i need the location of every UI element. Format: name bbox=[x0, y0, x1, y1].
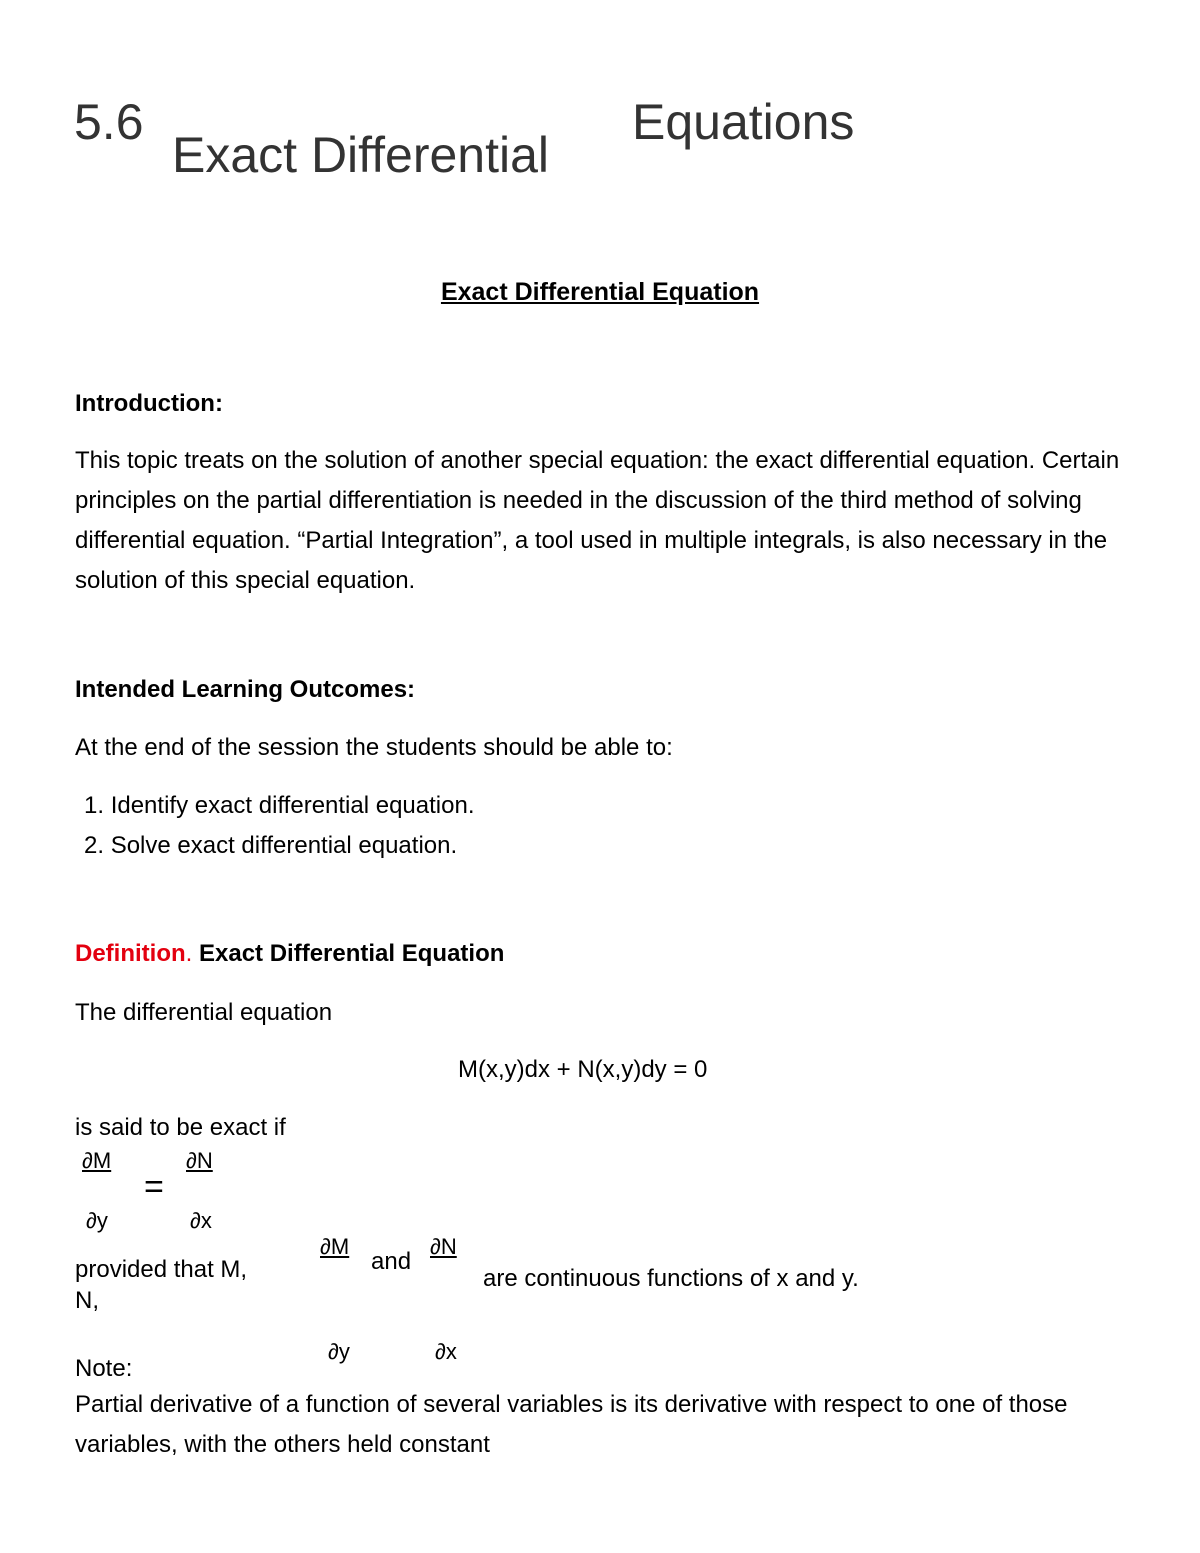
main-equation: M(x,y)dx + N(x,y)dy = 0 bbox=[458, 1056, 708, 1083]
frac2-denominator: ∂x bbox=[190, 1208, 212, 1233]
definition-intro: The differential equation bbox=[75, 999, 333, 1026]
title-number: 5.6 bbox=[74, 94, 144, 150]
frac1-numerator: ∂M bbox=[82, 1148, 112, 1173]
list-item bbox=[84, 832, 457, 860]
pn-denominator: ∂x bbox=[435, 1339, 457, 1364]
pm-numerator: ∂M bbox=[320, 1234, 350, 1259]
subtitle: Exact Differential Equation bbox=[440, 278, 760, 306]
definition-dot: . bbox=[185, 940, 193, 967]
list-item bbox=[84, 792, 474, 820]
note-text: Partial derivative of a function of several variables is its derivative with respect to one of those variables, with the others held constant bbox=[75, 1391, 1068, 1458]
definition-heading bbox=[75, 940, 504, 968]
and-text: and bbox=[371, 1248, 412, 1275]
exact-condition: is said to be exact if bbox=[75, 1114, 286, 1141]
title-part1: Exact Differential bbox=[172, 127, 550, 183]
list-text: Solve exact differential equation. bbox=[110, 832, 458, 859]
pn-numerator: ∂N bbox=[430, 1234, 457, 1259]
note-label: Note: bbox=[75, 1355, 133, 1382]
list-text: Identify exact differential equation. bbox=[110, 792, 475, 819]
list-number: 1. bbox=[84, 792, 105, 819]
equals-sign: = bbox=[144, 1168, 164, 1206]
pm-denominator: ∂y bbox=[328, 1339, 350, 1364]
definition-title: Exact Differential Equation bbox=[199, 940, 505, 967]
frac1-denominator: ∂y bbox=[86, 1208, 108, 1233]
provided-text: provided that M, bbox=[75, 1256, 248, 1283]
introduction-heading: Introduction: bbox=[75, 390, 223, 417]
provided-text-2: N, bbox=[75, 1287, 99, 1314]
list-number: 2. bbox=[84, 832, 105, 859]
frac2-numerator: ∂N bbox=[186, 1148, 213, 1173]
definition-label: Definition bbox=[75, 940, 186, 967]
continuous-text: are continuous functions of x and y. bbox=[483, 1265, 859, 1292]
introduction-text: This topic treats on the solution of another special equation: the exact differential equation. Certain principles on the partial differentiation is needed in the discussion of the third method of solving differential equation. “Partial Integration”, a tool used in multiple integrals, is also necessary in the solution of this special equation. bbox=[75, 447, 1120, 594]
outcomes-lead: At the end of the session the students should be able to: bbox=[75, 734, 673, 761]
title-part2: Equations bbox=[632, 94, 855, 150]
outcomes-heading: Intended Learning Outcomes: bbox=[75, 676, 416, 703]
